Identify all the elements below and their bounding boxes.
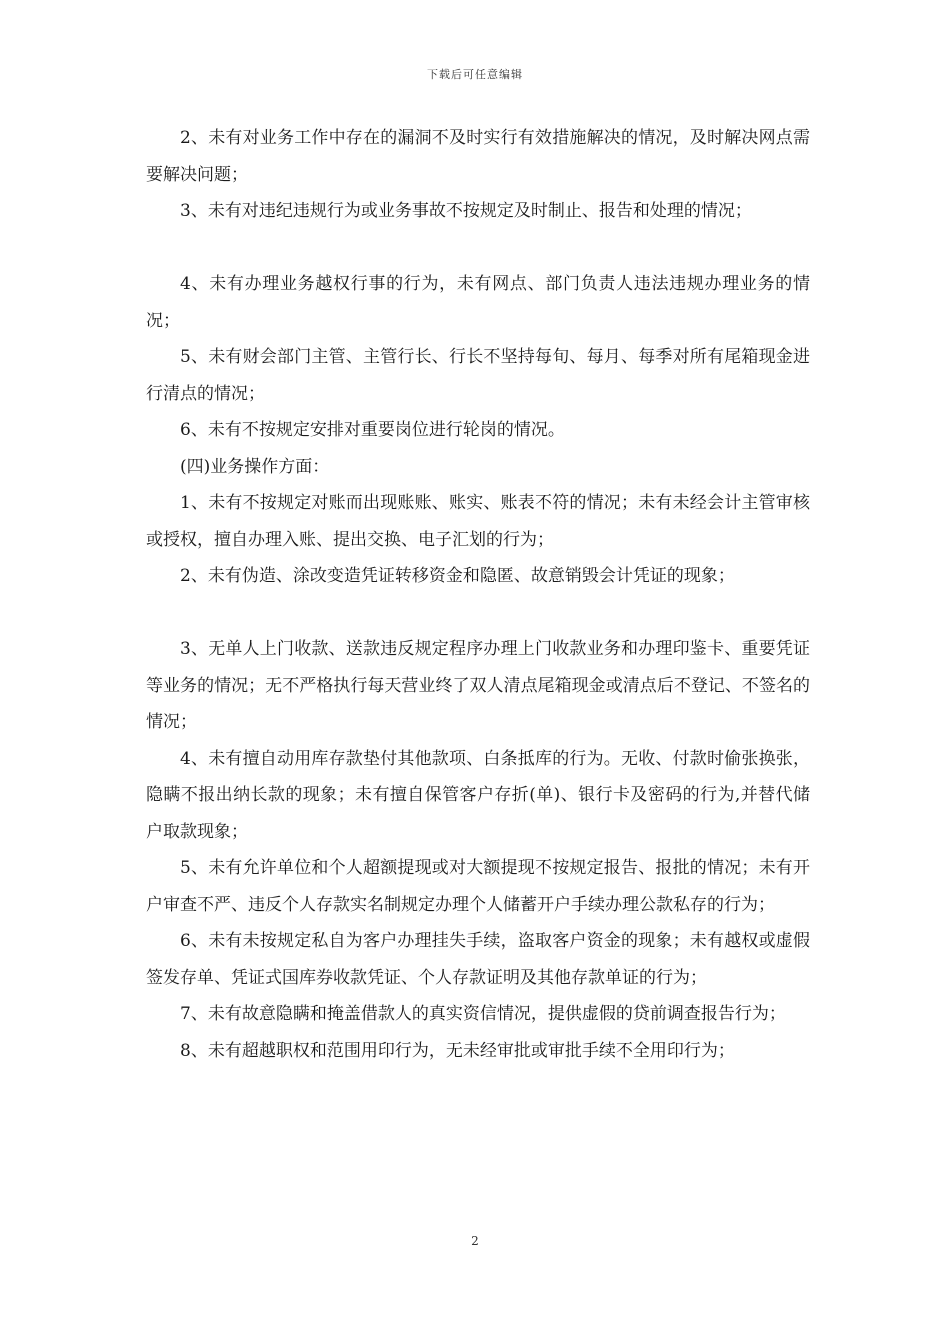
paragraph-ops-4: 4、未有擅自动用库存款垫付其他款项、白条抵库的行为。无收、付款时偷张换张，隐瞒不报出纳长款的现象；未有擅自保管客户存折(单)、银行卡及密码的行为,并替代储户取款现象；: [146, 748, 810, 842]
paragraph-ops-3: 3、无单人上门收款、送款违反规定程序办理上门收款业务和办理印鉴卡、重要凭证等业务的情况；无不严格执行每天营业终了双人清点尾箱现金或清点后不登记、不签名的情况；: [146, 639, 810, 732]
section-heading-business-operations: (四)业务操作方面：: [180, 456, 330, 477]
paragraph-ops-5: 5、未有允许单位和个人超额提现或对大额提现不按规定报告、报批的情况；未有开户审查不严、违反个人存款实名制规定办理个人储蓄开户手续办理公款私存的行为；: [146, 858, 810, 915]
paragraph-ops-2: 2、未有伪造、涂改变造凭证转移资金和隐匿、故意销毁会计凭证的现象；: [180, 566, 735, 586]
paragraph-ops-1: 1、未有不按规定对账而出现账账、账实、账表不符的情况；未有未经会计主管审核或授权，擅自办理入账、提出交换、电子汇划的行为；: [146, 493, 810, 550]
paragraph-ops-7: 7、未有故意隐瞒和掩盖借款人的真实资信情况，提供虚假的贷前调查报告行为；: [180, 1004, 786, 1024]
page-number: 2: [471, 1234, 479, 1248]
paragraph-item-2: 2、未有对业务工作中存在的漏洞不及时实行有效措施解决的情况，及时解决网点需要解决问题；: [146, 128, 810, 185]
paragraph-ops-6: 6、未有未按规定私自为客户办理挂失手续，盗取客户资金的现象；未有越权或虚假签发存单、凭证式国库券收款凭证、个人存款证明及其他存款单证的行为；: [146, 931, 810, 988]
paragraph-item-5: 5、未有财会部门主管、主管行长、行长不坚持每旬、每月、每季对所有尾箱现金进行清点的情况；: [146, 347, 810, 404]
paragraph-item-6: 6、未有不按规定安排对重要岗位进行轮岗的情况。: [180, 420, 565, 440]
paragraph-item-3: 3、未有对违纪违规行为或业务事故不按规定及时制止、报告和处理的情况；: [180, 201, 752, 221]
page-header-note: 下载后可任意编辑: [427, 68, 523, 81]
paragraph-ops-8: 8、未有超越职权和范围用印行为，无未经审批或审批手续不全用印行为；: [180, 1040, 735, 1061]
blank-line: [146, 595, 810, 632]
document-body: [146, 120, 810, 1069]
blank-line: [146, 230, 810, 267]
paragraph-item-4: 4、未有办理业务越权行事的行为，未有网点、部门负责人违法违规办理业务的情况；: [146, 274, 810, 331]
